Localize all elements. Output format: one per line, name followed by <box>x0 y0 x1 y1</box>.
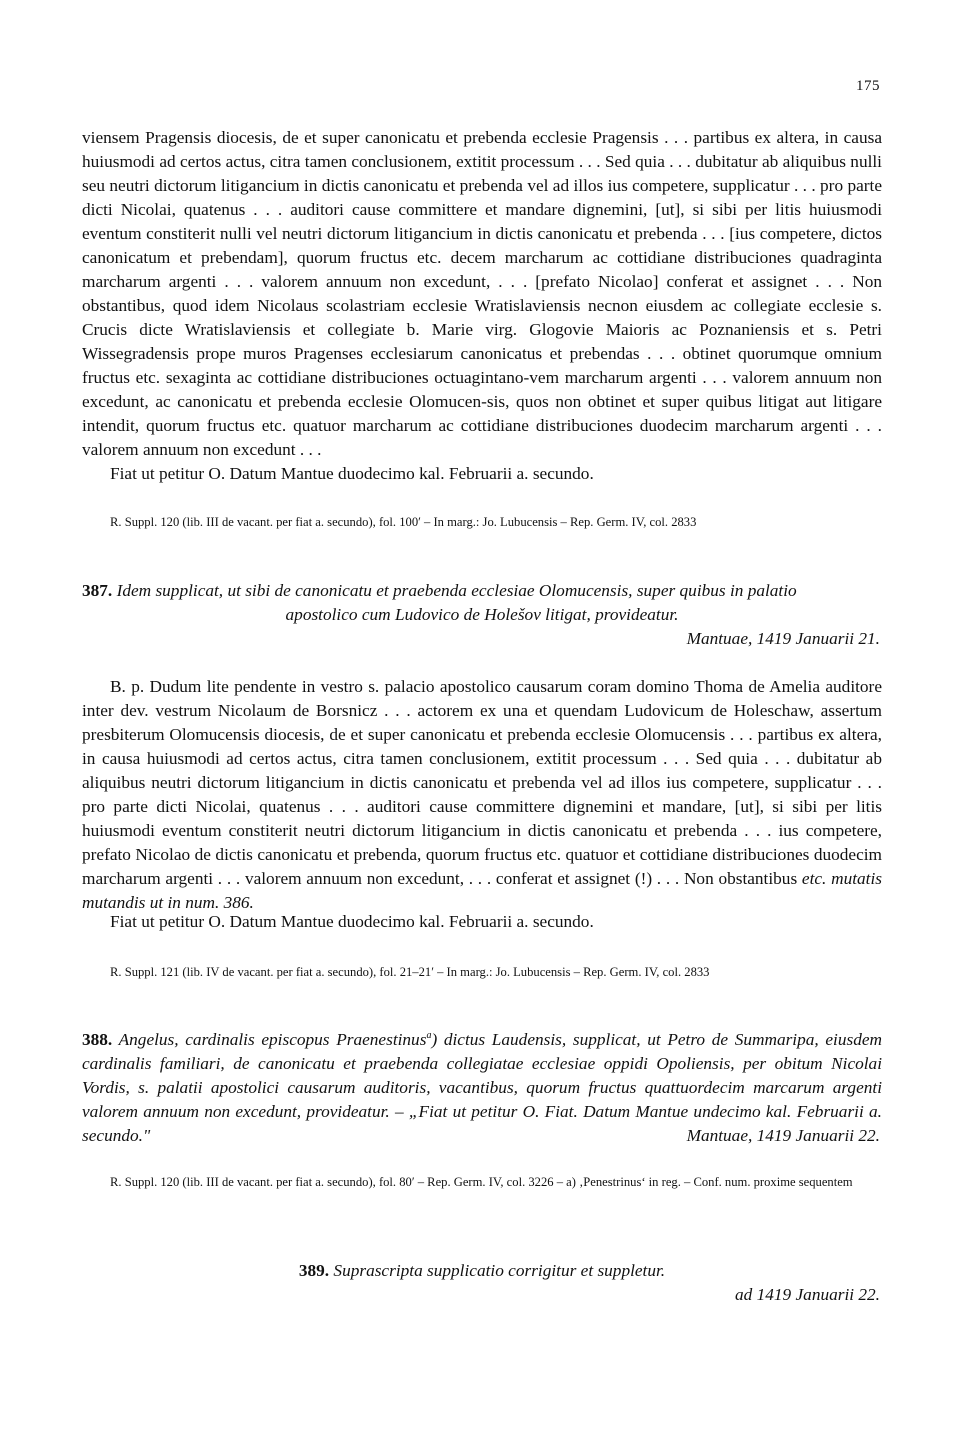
continuation-note: R. Suppl. 120 (lib. III de vacant. per fiat a. secundo), fol. 100′ – In marg.: Jo. Lubucensis – Rep. Germ. IV, col. 2833 <box>110 515 697 529</box>
entry-387-date: Mantuae, 1419 Januarii 21. <box>686 629 880 648</box>
entry-387-number: 387. <box>82 581 113 600</box>
entry-387-text-italic: etc. mutatis mutandis ut in num. 386. <box>82 869 882 912</box>
entry-389-heading-text: Suprascripta supplicatio corrigitur et suppletur. <box>333 1261 666 1280</box>
entry-387-heading <box>82 579 882 627</box>
page-number: 175 <box>856 78 880 94</box>
entry-387-heading-line2: apostolico cum Ludovico de Holešov litigat, provideatur. <box>285 605 679 624</box>
footnote-mark: a <box>426 1030 432 1042</box>
entry-389-number: 389. <box>298 1261 330 1280</box>
entry-388-date: Mantuae, 1419 Januarii 22. <box>686 1126 880 1145</box>
entry-388-heading-part1: Angelus, cardinalis episcopus Praenestinus <box>118 1030 427 1049</box>
entry-387-fiat: Fiat ut petitur O. Datum Mantue duodecimo kal. Februarii a. secundo. <box>110 912 594 931</box>
entry-388-note: R. Suppl. 120 (lib. III de vacant. per fiat a. secundo), fol. 80′ – Rep. Germ. IV, col. 3226 – a) ‚Penestrinus‘ in reg. – Conf. num. proxime sequentem <box>110 1175 853 1189</box>
entry-389-date: ad 1419 Januarii 22. <box>735 1285 880 1304</box>
entry-387-heading-line1: Idem supplicat, ut sibi de canonicatu et praebenda ecclesiae Olomucensis, super quibus in palatio <box>116 581 797 600</box>
entry-387-note: R. Suppl. 121 (lib. IV de vacant. per fiat a. secundo), fol. 21–21′ – In marg.: Jo. Lubucensis – Rep. Germ. IV, col. 2833 <box>110 965 710 979</box>
entry-388-number: 388. <box>82 1030 113 1049</box>
entry-388-heading-part2: ) dictus Laudensis, supplicat, ut Petro de Summaripa, eiusdem cardinalis familiari, de canonicatu et praebenda collegiatae ecclesiae oppidi Opoliensis, per obitum Nicolai Vordis, s. palatii apostolici causarum auditoris, vacantibus, quorum fructus quattuordecim marcarum argenti valorem annuum non excedunt, provideatur. – „Fiat ut petitur O. Fiat. Datum Mantue undecimo kal. Februarii a. secundo." <box>82 1030 883 1145</box>
continuation-text: viensem Pragensis diocesis, de et super canonicatu et prebenda ecclesie Pragensis . . . partibus ex altera, in causa huiusmodi ad certos actus, citra tamen conclusionem, extitit processum . . . Sed quia . . . dubitatur ab aliquibus nulli seu neutri dictorum litigancium in dictis canonicatu et prebenda vel ad illos ius competere, supplicatur . . . pro parte dicti Nicolai, quatenus . . . auditori cause committere et mandare dignemini, [ut], si sibi per litis huiusmodi eventum constiterit nulli vel neutri dictorum litigancium in dictis canonicatu et prebenda . . . [ius competere, dictos canonicatum et prebendam], quorum fructus etc. decem marcharum ac cottidiane distribuciones quadraginta marcharum argenti . . . valorem annuum non excedunt, . . . [prefato Nicolao] conferat et assignet . . . Non obstantibus, quod idem Nicolaus scolastriam ecclesie Wratislaviensis necnon eiusdem ac collegiate ecclesie s. Crucis dicte Wratislaviensis et collegiate b. Marie virg. Glogovie Maioris ac Poznaniensis et s. Petri Wissegradensis prope muros Pragenses ecclesiarum canonicatus et prebendas . . . obtinet quorumque omnium fructus etc. sexaginta ac cottidiane distribuciones octuagintano-vem marcharum argenti . . . valorem annuum non excedunt, ac canonicatu et prebenda ecclesie Olomucen-sis, quos non obtinet et super quibus litigat aut litigare intendit, quorum fructus etc. quatuor marcharum ac cottidiane distribuciones duodecim marcharum argenti . . . valorem annuum non excedunt . . . <box>82 128 882 459</box>
entry-389-heading <box>82 1259 882 1283</box>
entry-387-text-main: B. p. Dudum lite pendente in vestro s. palacio apostolico causarum coram domino Thoma de Amelia auditore inter dev. vestrum Nicolaum de Borsnicz . . . actorem ex una et quendam Ludovicum de Holeschaw, assertum presbiterum Olomucensis diocesis, de et super canonicatu et prebenda ecclesie Olomucensis . . . partibus ex altera, in causa huiusmodi ad certos actus, citra tamen conclusionem, extitit processum . . . Sed quia . . . dubitatur ab aliquibus neutri dictorum litigancium in dictis canonicatu et prebenda vel ad illos ius competere, supplicatur . . . pro parte dicti Nicolai, quatenus . . . auditori cause committere dignemini et mandare, [ut], si sibi per litis huiusmodi eventum constiterit neutri dictorum litigancium in dictis canonicatu et prebenda . . . ius competere, prefato Nicolao de dictis canonicatu et prebenda, quorum fructus etc. quatuor et cottidiane distribuciones duodecim marcharum argenti . . . valorem annuum non excedunt, . . . conferat et assignet (!) . . . Non obstantibus <box>82 677 882 888</box>
continuation-fiat: Fiat ut petitur O. Datum Mantue duodecimo kal. Februarii a. secundo. <box>110 464 594 483</box>
entry-387-text <box>82 675 882 915</box>
